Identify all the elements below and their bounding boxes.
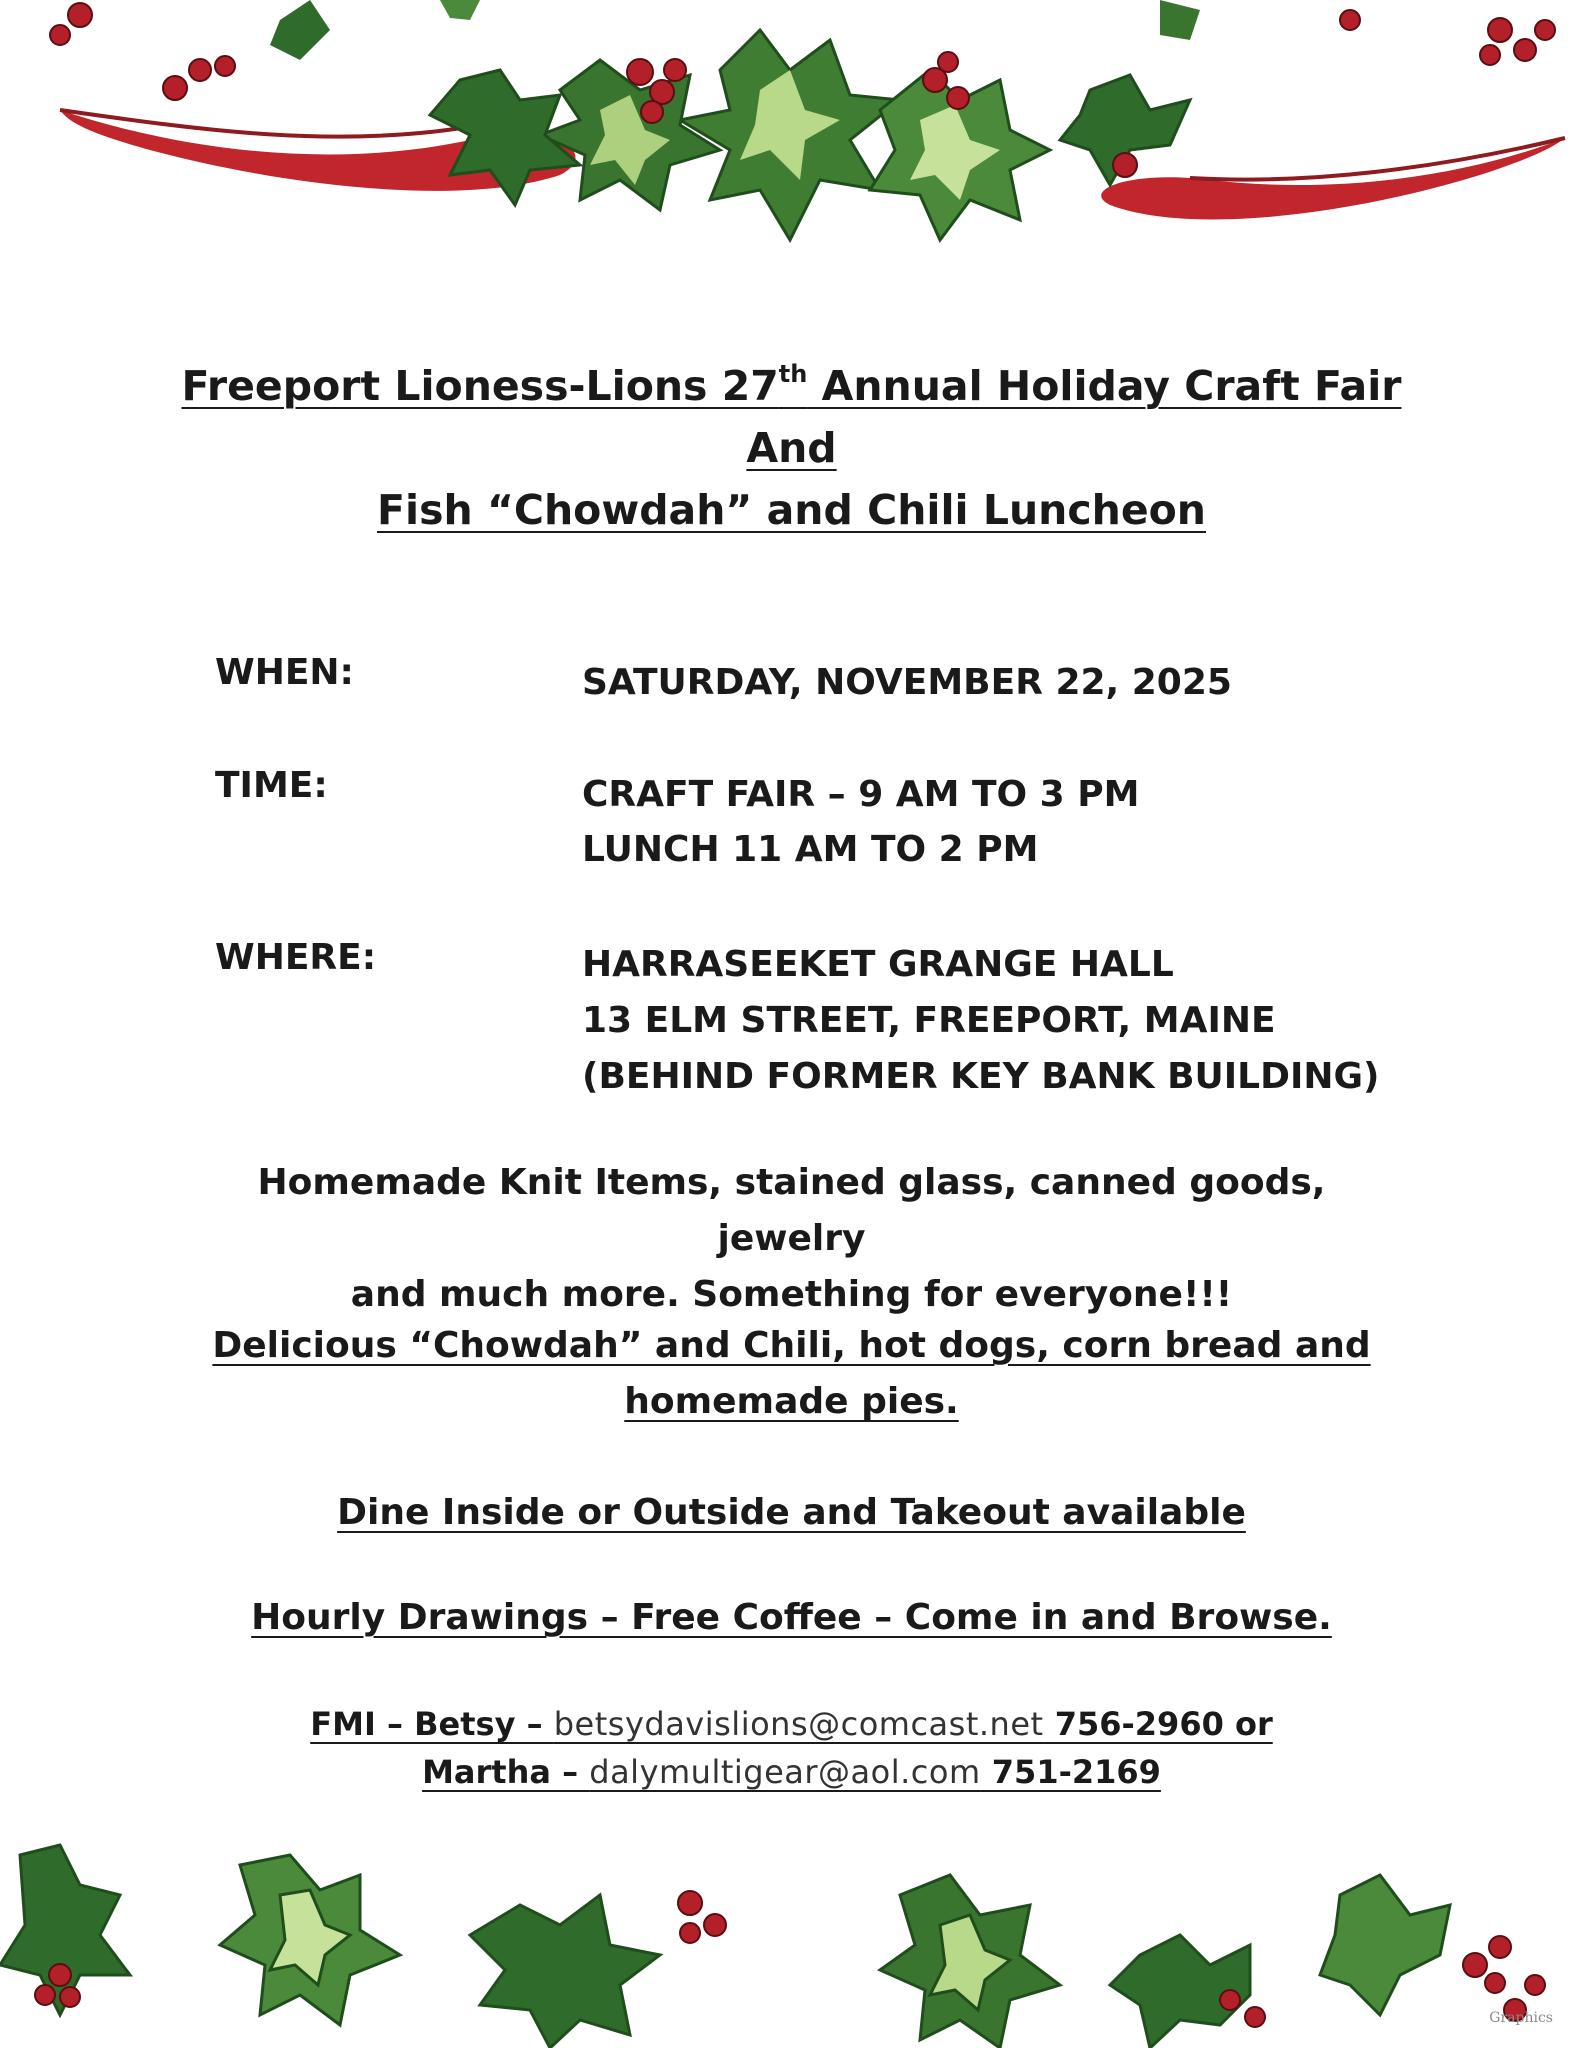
dine-paragraph <box>200 1485 1383 1541</box>
when-label: WHEN: <box>215 652 354 693</box>
holly-garland-bottom-decoration <box>0 1835 1583 2048</box>
where-landmark: (BEHIND FORMER KEY BANK BUILDING) <box>582 1056 1380 1097</box>
contact-info <box>200 1700 1383 1796</box>
contact-betsy-email[interactable]: betsydavislions@comcast.net <box>553 1705 1044 1743</box>
holly-leaves-cluster-top <box>270 0 1200 240</box>
items-line-1: Homemade Knit Items, stained glass, canned goods, jewelry <box>257 1162 1326 1259</box>
title-line-1 <box>0 355 1583 417</box>
title-line-1-text-end: Annual Holiday Craft Fair <box>807 362 1402 410</box>
food-line-1: Delicious “Chowdah” and Chili, hot dogs, corn bread and <box>212 1325 1371 1366</box>
dine-text: Dine Inside or Outside and Takeout available <box>337 1492 1246 1533</box>
time-craft-fair: CRAFT FAIR – 9 AM TO 3 PM <box>582 774 1140 815</box>
contact-line-betsy <box>200 1700 1383 1748</box>
when-value: SATURDAY, NOVEMBER 22, 2025 <box>582 662 1232 703</box>
contact-martha-label: Martha – <box>422 1753 590 1791</box>
holly-garland-top-decoration <box>0 0 1583 330</box>
contact-betsy-label: FMI – Betsy – <box>310 1705 554 1743</box>
drawings-paragraph <box>200 1590 1383 1646</box>
title-line-3 <box>0 479 1583 541</box>
title-line-3-text: Fish “Chowdah” and Chili Luncheon <box>377 486 1206 534</box>
contact-martha-phone: 751-2169 <box>980 1753 1161 1791</box>
graphics-watermark: Graphics <box>1489 2010 1553 2026</box>
food-line-2: homemade pies. <box>624 1381 959 1422</box>
time-label: TIME: <box>215 765 328 806</box>
red-ribbon-right <box>1101 138 1565 219</box>
where-address: 13 ELM STREET, FREEPORT, MAINE <box>582 1000 1276 1041</box>
title-line-1-text: Freeport Lioness-Lions 27 <box>181 362 779 410</box>
contact-line-martha <box>200 1748 1383 1796</box>
drawings-text: Hourly Drawings – Free Coffee – Come in and Browse. <box>251 1597 1332 1638</box>
food-paragraph <box>200 1318 1383 1430</box>
title-line-2 <box>0 417 1583 479</box>
items-paragraph <box>200 1155 1383 1323</box>
where-venue: HARRASEEKET GRANGE HALL <box>582 944 1174 985</box>
holly-leaves-cluster-bottom <box>0 1845 1450 2048</box>
items-line-2: and much more. Something for everyone!!! <box>350 1274 1233 1315</box>
where-label: WHERE: <box>215 937 377 978</box>
title-superscript: th <box>778 360 808 388</box>
time-lunch: LUNCH 11 AM TO 2 PM <box>582 829 1039 870</box>
contact-martha-email[interactable]: dalymultigear@aol.com <box>589 1753 981 1791</box>
flyer-title <box>0 355 1583 541</box>
title-line-2-text: And <box>746 424 837 472</box>
contact-betsy-phone: 756-2960 or <box>1043 1705 1273 1743</box>
